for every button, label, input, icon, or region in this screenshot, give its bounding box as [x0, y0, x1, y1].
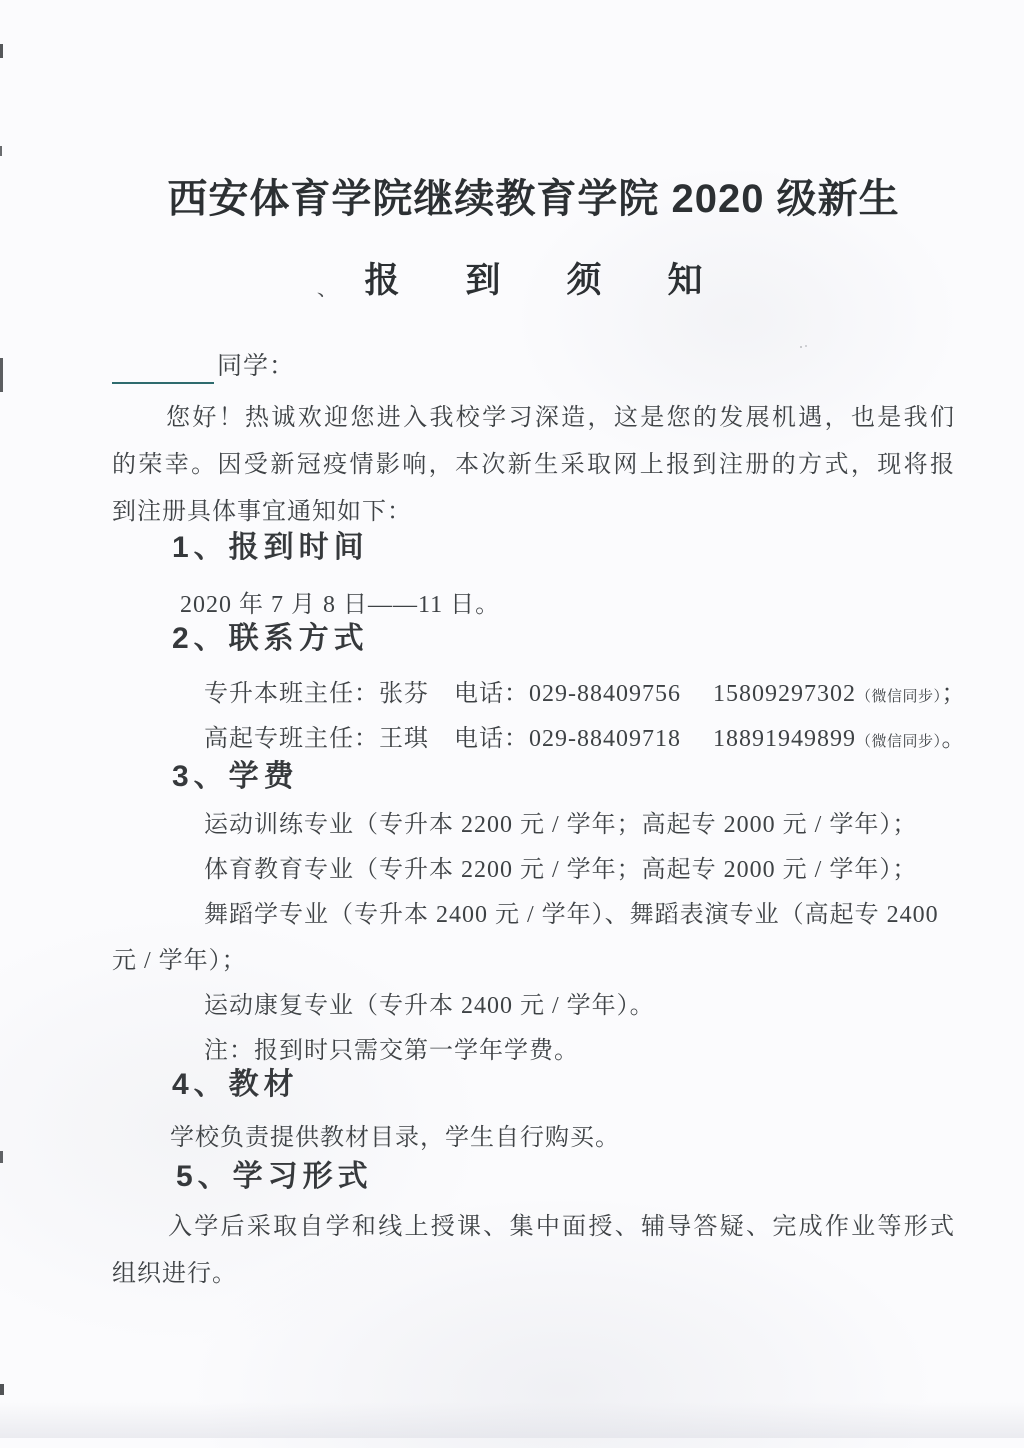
- scan-edge-artifact: [0, 1384, 4, 1395]
- document-title: 西安体育学院继续教育学院 2020 级新生: [167, 177, 900, 221]
- fee-line-2: 体育教育专业（专升本 2200 元 / 学年；高起专 2000 元 / 学年）；: [204, 857, 918, 883]
- section-5-heading: 5、学习形式: [176, 1160, 373, 1193]
- contact-2-tail: 。: [941, 726, 967, 752]
- contact-line-1: [204, 678, 967, 710]
- section-4-body: 学校负责提供教材目录，学生自行购买。: [170, 1125, 620, 1151]
- contact-2-wechat-note: （微信同步）: [856, 734, 942, 750]
- scan-edge-artifact: [0, 358, 3, 392]
- stray-ink-mark: 、: [314, 276, 338, 302]
- fee-line-3a: 舞蹈学专业（专升本 2400 元 / 学年）、舞蹈表演专业（高起专 2400: [204, 902, 939, 928]
- section-2-heading: 2、联系方式: [172, 622, 369, 655]
- section-1-body: 2020 年 7 月 8 日——11 日。: [180, 592, 501, 618]
- contact-1-wechat-note: （微信同步）: [856, 689, 942, 705]
- salutation-label: 同学：: [217, 353, 296, 380]
- section-1-heading: 1、报到时间: [172, 531, 369, 564]
- contact-line-2: [204, 723, 967, 755]
- contact-1-tail: ；: [941, 681, 967, 707]
- intro-line-2: 的荣幸。因受新冠疫情影响，本次新生采取网上报到注册的方式，现将报: [112, 452, 955, 478]
- scan-bottom-shadow: [0, 1402, 1024, 1438]
- intro-line-3: 到注册具体事宜通知如下：: [112, 499, 412, 525]
- contact-1-main: 专升本班主任：张芬 电话：029-88409756 15809297302: [204, 681, 856, 707]
- fee-line-3b: 元 / 学年）；: [112, 948, 247, 974]
- salutation-line: [112, 350, 295, 384]
- fee-line-1: 运动训练专业（专升本 2200 元 / 学年；高起专 2000 元 / 学年）；: [204, 812, 918, 838]
- scan-smudge-artifact: [799, 344, 809, 353]
- fee-line-4: 运动康复专业（专升本 2400 元 / 学年）。: [204, 993, 655, 1019]
- section-5-body-line-2: 组织进行。: [112, 1261, 237, 1287]
- section-3-heading: 3、学费: [172, 760, 299, 793]
- document-subtitle: 报到须知: [364, 261, 769, 300]
- scan-edge-artifact: [0, 1151, 3, 1163]
- intro-line-1: 您好！热诚欢迎您进入我校学习深造，这是您的发展机遇，也是我们: [166, 405, 955, 431]
- scan-edge-artifact: [0, 44, 3, 58]
- fee-note-line: 注：报到时只需交第一学年学费。: [204, 1038, 579, 1064]
- scan-edge-artifact: [0, 146, 2, 156]
- section-5-body-line-1: 入学后采取自学和线上授课、集中面授、辅导答疑、完成作业等形式: [168, 1214, 955, 1240]
- section-4-heading: 4、教材: [172, 1068, 299, 1101]
- contact-2-main: 高起专班主任：王琪 电话：029-88409718 18891949899: [204, 726, 856, 752]
- blank-name-underline: [112, 358, 214, 384]
